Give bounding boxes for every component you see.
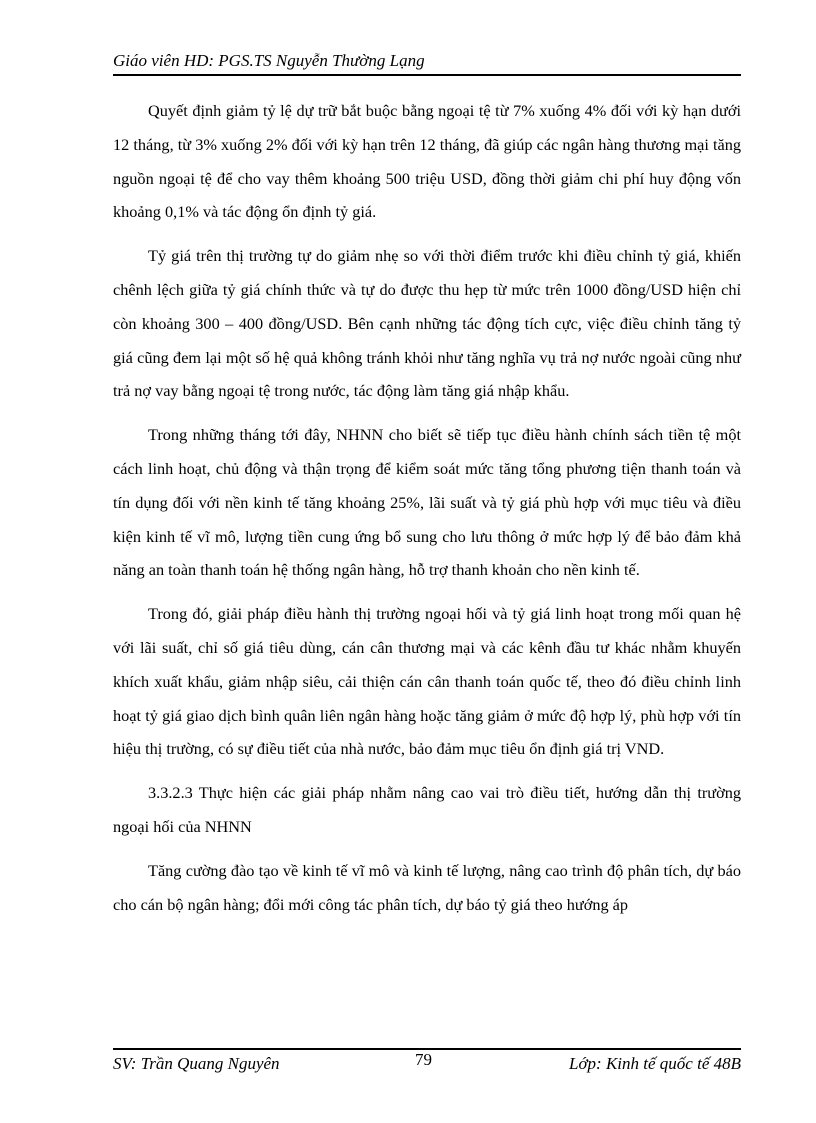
paragraph-fx-solution: Trong đó, giải pháp điều hành thị trường ngoại hối và tỷ giá linh hoạt trong mối quan hệ với lãi suất, chỉ số giá tiêu dùng, cán cân thương mại và các kênh đầu tư khác nhằm khuyến khích xuất khẩu, giảm nhập siêu, cải thiện cán cân thanh toán quốc tế, theo đó điều chỉnh linh hoạt tỷ giá giao dịch bình quân liên ngân hàng hoặc tăng giảm ở mức độ hợp lý, phù hợp với tín hiệu thị trường, có sự điều tiết của nhà nước, bảo đảm mục tiêu ổn định giá trị VND. (113, 604, 741, 759)
paragraph-reserve-ratio: Quyết định giảm tỷ lệ dự trữ bắt buộc bằng ngoại tệ từ 7% xuống 4% đối với kỳ hạn dưới 12 tháng, từ 3% xuống 2% đối với kỳ hạn trên 12 tháng, đã giúp các ngân hàng thương mại tăng nguồn ngoại tệ để cho vay thêm khoảng 500 triệu USD, đồng thời giảm chi phí huy động vốn khoảng 0,1% và tác động ổn định tỷ giá. (113, 101, 741, 222)
footer-class: Lớp: Kinh tế quốc tế 48B (569, 1054, 741, 1073)
footer-student: SV: Trần Quang Nguyên (113, 1054, 280, 1073)
paragraph-free-market-rate: Tỷ giá trên thị trường tự do giảm nhẹ so với thời điểm trước khi điều chỉnh tỷ giá, khiến chênh lệch giữa tỷ giá chính thức và tự do được thu hẹp từ mức trên 1000 đồng/USD hiện chỉ còn khoảng 300 – 400 đồng/USD. Bên cạnh những tác động tích cực, việc điều chỉnh tăng tỷ giá cũng đem lại một số hệ quả không tránh khỏi như tăng nghĩa vụ trả nợ nước ngoài cũng như trả nợ vay bằng ngoại tệ trong nước, tác động làm tăng giá nhập khẩu. (113, 246, 741, 401)
paragraph-monetary-policy: Trong những tháng tới đây, NHNN cho biết sẽ tiếp tục điều hành chính sách tiền tệ một cách linh hoạt, chủ động và thận trọng để kiểm soát mức tăng tổng phương tiện thanh toán và tín dụng đối với nền kinh tế tăng khoảng 25%, lãi suất và tỷ giá phù hợp với mục tiêu và điều kiện kinh tế vĩ mô, lượng tiền cung ứng bổ sung cho lưu thông ở mức hợp lý để bảo đảm khả năng an toàn thanh toán hệ thống ngân hàng, hỗ trợ thanh khoản cho nền kinh tế. (113, 425, 741, 580)
header-advisor: Giáo viên HD: PGS.TS Nguyễn Thường Lạng (113, 51, 425, 70)
page-header (113, 50, 741, 76)
page-number: 79 (415, 1050, 432, 1069)
section-heading: 3.3.2.3 Thực hiện các giải pháp nhằm nâng cao vai trò điều tiết, hướng dẫn thị trường ngoại hối của NHNN (113, 783, 741, 836)
page-body (113, 94, 741, 931)
paragraph-training: Tăng cường đào tạo về kinh tế vĩ mô và kinh tế lượng, nâng cao trình độ phân tích, dự báo cho cán bộ ngân hàng; đổi mới công tác phân tích, dự báo tỷ giá theo hướng áp (113, 860, 741, 914)
page-footer (113, 1048, 741, 1076)
